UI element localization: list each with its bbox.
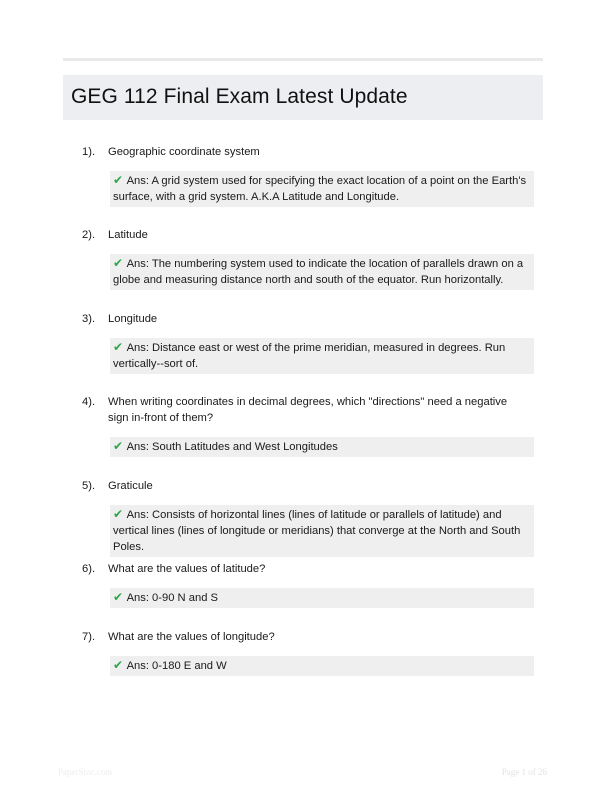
question-number: 6). [82, 563, 96, 575]
answer-text: Ans: 0-90 N and S [126, 592, 218, 604]
answer-box [110, 254, 534, 290]
answer-box [110, 171, 534, 207]
question-number: 5). [82, 480, 96, 492]
question-text: Geographic coordinate system [108, 146, 260, 158]
question-text: Latitude [108, 229, 148, 241]
qa-item-6 [82, 561, 534, 608]
answer-box [110, 588, 534, 608]
answer-text: Ans: Distance east or west of the prime meridian, measured in degrees. Run vertically--sort of. [113, 342, 506, 370]
question-text: Longitude [108, 313, 158, 325]
question-number: 1). [82, 146, 96, 158]
footer-watermark: PaperStoc.com [58, 767, 113, 777]
question-text: What are the values of longitude? [108, 631, 275, 643]
qa-item-4 [82, 394, 534, 457]
title-banner [63, 75, 543, 120]
answer-box [110, 338, 534, 374]
question-text: What are the values of latitude? [108, 563, 266, 575]
question-text: Graticule [108, 480, 153, 492]
answer-text: Ans: Consists of horizontal lines (lines of latitude or parallels of latitude) and vertical lines (lines of longitude or meridians) that converge at the North and South Poles. [113, 509, 521, 553]
answer-text: Ans: The numbering system used to indicate the location of parallels drawn on a globe and measuring distance north and south of the equator. Run horizontally. [113, 258, 524, 286]
question-number: 7). [82, 631, 96, 643]
page-title: GEG 112 Final Exam Latest Update [71, 85, 408, 108]
qa-item-1 [82, 144, 534, 207]
answer-box [110, 505, 534, 557]
question-number: 2). [82, 229, 96, 241]
top-divider [63, 58, 543, 61]
check-icon: ✔ [113, 256, 124, 270]
qa-item-7 [82, 629, 534, 676]
question-text: When writing coordinates in decimal degrees, which "directions" need a negative sign in-front of them? [108, 396, 508, 424]
check-icon: ✔ [113, 340, 124, 354]
check-icon: ✔ [113, 439, 124, 453]
check-icon: ✔ [113, 173, 124, 187]
question-number: 3). [82, 313, 96, 325]
check-icon: ✔ [113, 658, 124, 672]
answer-text: Ans: South Latitudes and West Longitudes [126, 441, 338, 453]
answer-text: Ans: A grid system used for specifying the exact location of a point on the Earth's surface, with a grid system. A.K.A Latitude and Longitude. [113, 175, 527, 203]
check-icon: ✔ [113, 507, 124, 521]
qa-item-2 [82, 227, 534, 290]
qa-item-3 [82, 311, 534, 374]
answer-text: Ans: 0-180 E and W [126, 660, 227, 672]
qa-item-5 [82, 478, 534, 557]
check-icon: ✔ [113, 590, 124, 604]
answer-box [110, 437, 534, 457]
answer-box [110, 656, 534, 676]
question-number: 4). [82, 396, 96, 408]
page-number: Page 1 of 26 [501, 767, 547, 777]
